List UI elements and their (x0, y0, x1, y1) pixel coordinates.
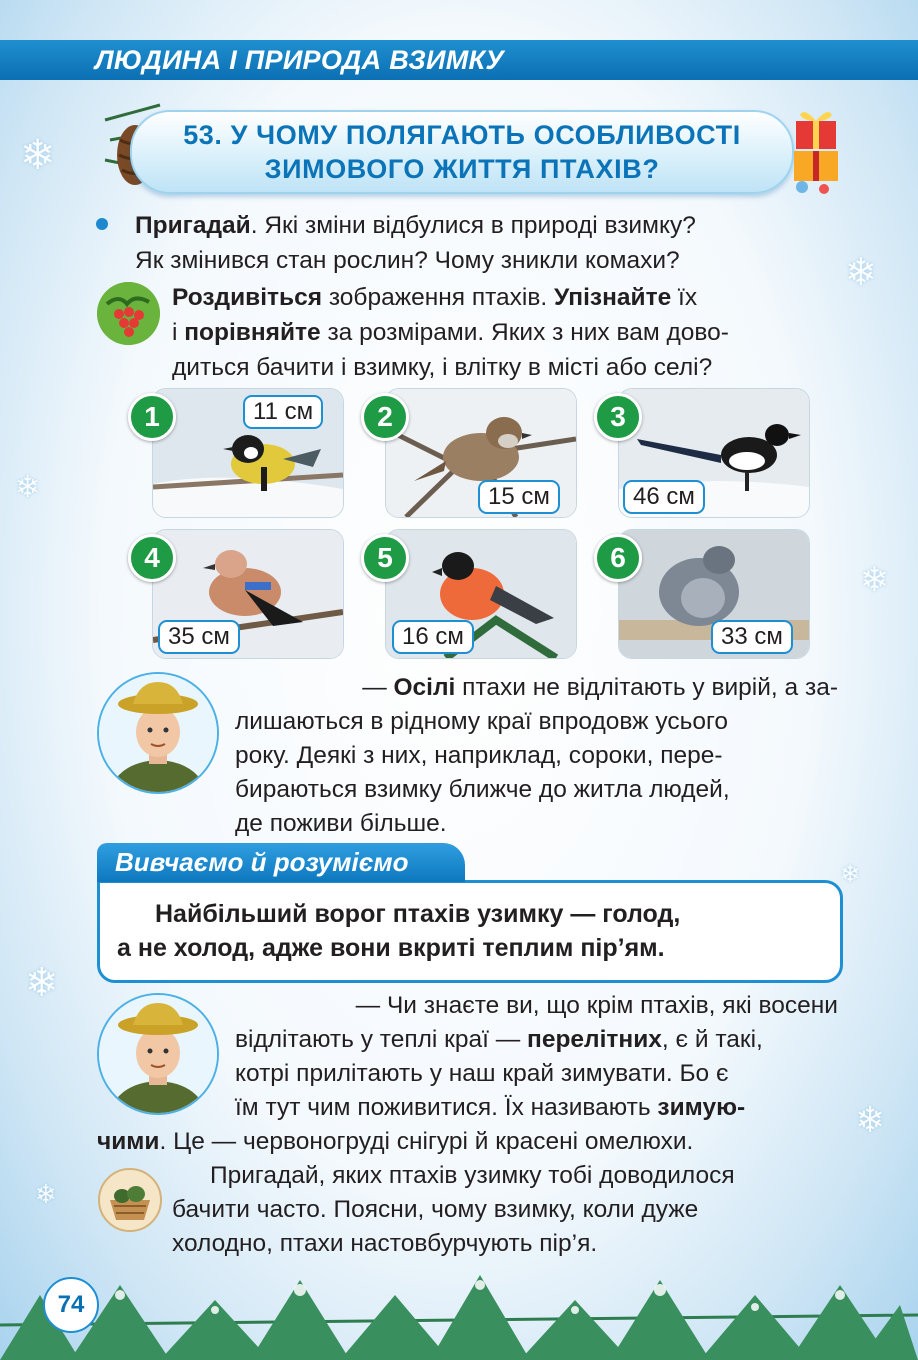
gift-icon (790, 103, 842, 195)
snowflake-icon: ❄ (15, 470, 41, 505)
speech-text: відлітають у теплі краї — (235, 1026, 528, 1053)
speech-text: , є й такі, (661, 1026, 763, 1053)
bullet-icon (96, 218, 108, 230)
speech-text: . Це — червоногруді снігурі й красені омелюхи. (159, 1128, 694, 1155)
recall-text: . Які зміни відбулися в природі взимку? (250, 212, 696, 239)
learn-tab (97, 843, 465, 882)
wintering-keyword: чими (97, 1128, 160, 1155)
recall-line1 (135, 208, 840, 243)
task-line3: холодно, птахи настовбурчують пір’я. (172, 1230, 598, 1257)
observe-line3: диться бачити і взимку, і влітку в місті або селі? (172, 354, 713, 381)
speech-text: птахи не відлітають у вирій, а за- (455, 674, 838, 701)
section-header-bar (0, 40, 918, 80)
bird-size-label: 16 см (392, 620, 474, 654)
bird-number-badge: 1 (128, 393, 176, 441)
observe-line2 (172, 315, 840, 350)
snowflake-icon: ❄ (855, 1100, 886, 1141)
speech2-line1: — Чи знаєте ви, що крім птахів, які восени (355, 992, 838, 1019)
key-fact-line2: а не холод, адже вони вкриті теплим пір’ям. (117, 934, 665, 962)
snowflake-icon: ❄ (860, 560, 889, 600)
boy-avatar (97, 993, 219, 1115)
key-fact-line1: Найбільший ворог птахів узимку — голод, (155, 900, 681, 928)
speech1-line2: лишаються в рідному краї впродовж усього (235, 708, 729, 735)
speech2-line5 (97, 1124, 838, 1159)
speech-dash: — (362, 674, 394, 701)
bird-size-label: 15 см (478, 480, 560, 514)
snowflake-icon: ❄ (35, 1180, 57, 1210)
basket-icon (98, 1168, 162, 1232)
task-line1: Пригадай, яких птахів узимку тобі доводилося (210, 1162, 735, 1189)
lesson-title-line2: ЗИМОВОГО ЖИТТЯ ПТАХІВ? (264, 154, 660, 184)
observe-line1 (172, 280, 840, 315)
bird-number-badge: 6 (594, 534, 642, 582)
bird-size-label: 35 см (158, 620, 240, 654)
observe-text: і (172, 319, 185, 346)
speech1-line3: року. Деякі з них, наприклад, сороки, пере- (235, 742, 723, 769)
observe-text: їх (671, 284, 698, 311)
snowflake-icon: ❄ (20, 130, 56, 179)
speech1-line4: бираються взимку ближче до житла людей, (235, 776, 730, 803)
section-title: ЛЮДИНА І ПРИРОДА ВЗИМКУ (95, 45, 504, 75)
observe-keyword: Роздивіться (172, 284, 323, 311)
page-number: 74 (43, 1277, 99, 1333)
fir-branches-decoration (0, 1255, 918, 1360)
speech-text: їм тут чим поживитися. Їх називають (235, 1094, 658, 1121)
boy-avatar (97, 672, 219, 794)
boy-in-hat-icon (99, 674, 217, 792)
bird-number-badge: 2 (361, 393, 409, 441)
bird-size-label: 33 см (711, 620, 793, 654)
rowan-berries-icon (97, 282, 160, 345)
bird-size-label: 11 см (243, 395, 323, 429)
recognize-keyword: Упізнайте (554, 284, 672, 311)
speech2-line4 (235, 1090, 838, 1125)
observe-text: зображення птахів. (322, 284, 554, 311)
sedentary-keyword: Осілі (393, 674, 456, 701)
speech1-line5: де поживи більше. (235, 810, 447, 837)
snowflake-icon: ❄ (845, 250, 877, 294)
wintering-keyword: зимую- (657, 1094, 746, 1121)
speech2-line3: котрі прилітають у наш край зимувати. Бо є (235, 1060, 729, 1087)
boy-in-hat-icon (99, 995, 217, 1113)
recall-keyword: Пригадай (135, 212, 251, 239)
speech2-line2 (235, 1022, 838, 1057)
compare-keyword: порівняйте (184, 319, 321, 346)
migratory-keyword: перелітних (527, 1026, 662, 1053)
speech1-line1 (235, 670, 838, 705)
observe-text: за розмірами. Яких з них вам дово- (320, 319, 729, 346)
snowflake-icon: ❄ (840, 860, 861, 888)
bird-number-badge: 4 (128, 534, 176, 582)
recall-line2: Як змінився стан рослин? Чому зникли комахи? (135, 247, 680, 274)
bird-size-label: 46 см (623, 480, 705, 514)
snowflake-icon: ❄ (25, 960, 59, 1006)
lesson-title-line1: 53. У ЧОМУ ПОЛЯГАЮТЬ ОСОБЛИВОСТІ (183, 120, 741, 150)
lesson-title-box (130, 110, 794, 194)
bird-number-badge: 3 (594, 393, 642, 441)
bird-number-badge: 5 (361, 534, 409, 582)
learn-tab-label: Вивчаємо й розуміємо (115, 847, 409, 877)
task-line2: бачити часто. Поясни, чому взимку, коли дуже (172, 1196, 699, 1223)
